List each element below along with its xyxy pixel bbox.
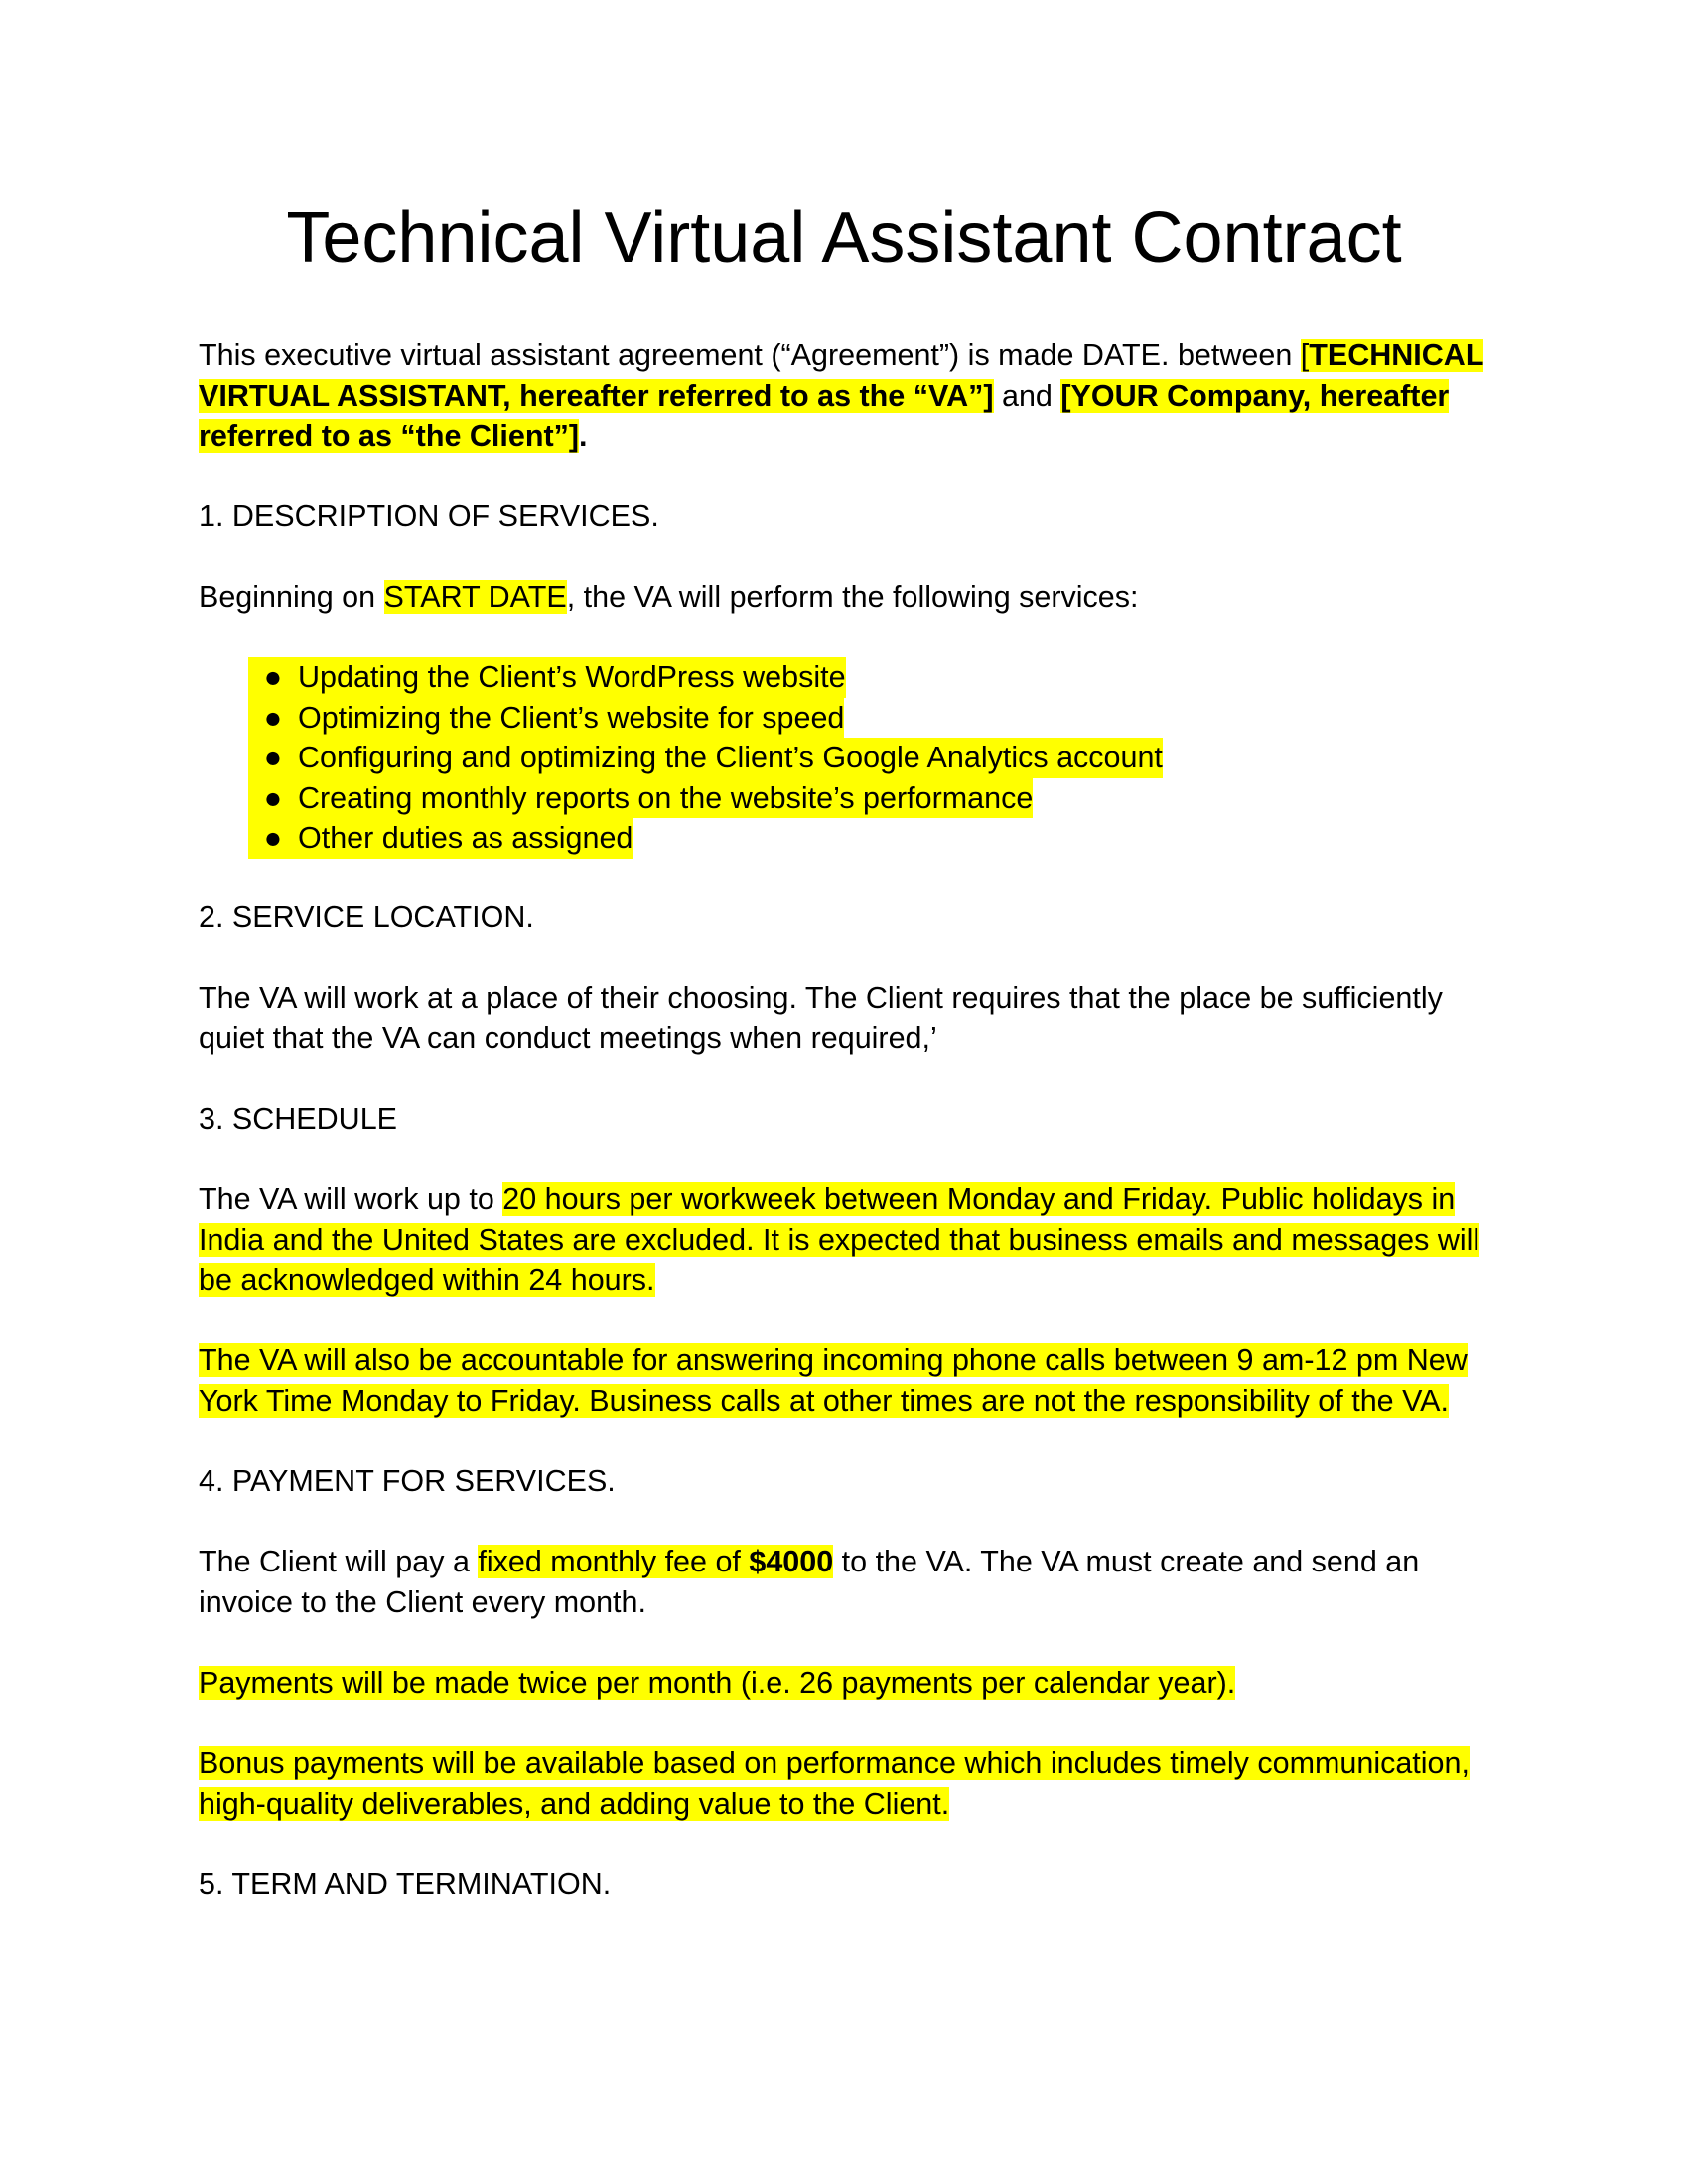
section-1-heading: 1. DESCRIPTION OF SERVICES. (199, 499, 659, 533)
schedule-pre: The VA will work up to (199, 1182, 503, 1216)
intro-text: This executive virtual assistant agreement (“Agreement”) is made DATE. between (199, 339, 1301, 372)
section-1-lead (199, 577, 1489, 617)
bonus-payments: Bonus payments will be available based on performance which includes timely communication, high-quality deliverables, and adding value to the Client. (199, 1746, 1470, 1821)
bullet-icon: ● (263, 821, 283, 855)
payment-post: to the VA. The VA must create and send an invoice to the Client every month. (199, 1545, 1420, 1619)
section-2-text: The VA will work at a place of their choosing. The Client requires that the place be sufficiently quiet that the VA can conduct meetings when required,’ (199, 981, 1443, 1055)
bullet-icon: ● (263, 660, 283, 694)
payment-pre: The Client will pay a (199, 1545, 479, 1578)
party1-va: TECHNICAL VIRTUAL ASSISTANT, hereafter referred to as the “VA”] (199, 339, 1484, 413)
fee-label: fixed monthly fee of (478, 1545, 750, 1578)
fee-amount: $4000 (749, 1545, 834, 1578)
phone-calls-paragraph: The VA will also be accountable for answering incoming phone calls between 9 am-12 pm New York Time Monday to Friday. Business calls at other times are not the responsibility of the VA. (199, 1343, 1468, 1418)
list-item (199, 698, 1489, 739)
party1-bracket: [ (1300, 339, 1310, 372)
service-item-text: Updating the Client’s WordPress website (298, 660, 846, 694)
bullet-icon: ● (263, 741, 283, 774)
service-item-text: Creating monthly reports on the website’s performance (298, 780, 1034, 815)
section-3-heading: 3. SCHEDULE (199, 1102, 398, 1136)
services-list (199, 657, 1489, 859)
section-1-lead-pre: Beginning on (199, 580, 384, 614)
payments-frequency: Payments will be made twice per month (i.e. 26 payments per calendar year). (199, 1666, 1236, 1700)
service-item-text: Optimizing the Client’s website for speed (298, 700, 845, 735)
section-1-lead-post: , the VA will perform the following services: (566, 580, 1139, 614)
intro-paragraph (199, 336, 1489, 457)
schedule-hours: 20 hours per workweek between Monday and Friday. Public holidays in India and the United States are excluded. It is expected that business emails and messages will be acknowledged within 24 hours. (199, 1182, 1480, 1297)
schedule-paragraph (199, 1179, 1489, 1300)
bullet-icon: ● (263, 780, 283, 815)
payment-paragraph (199, 1542, 1489, 1622)
list-item (199, 818, 1489, 859)
start-date-placeholder: START DATE (383, 580, 567, 614)
section-4-heading: 4. PAYMENT FOR SERVICES. (199, 1464, 616, 1498)
bullet-icon: ● (263, 700, 283, 735)
section-5-heading: 5. TERM AND TERMINATION. (199, 1867, 612, 1901)
section-2-heading: 2. SERVICE LOCATION. (199, 900, 534, 934)
list-item (199, 657, 1489, 698)
intro-end: . (579, 419, 588, 453)
list-item (199, 738, 1489, 778)
service-item-text: Other duties as assigned (298, 821, 633, 855)
intro-and: and (993, 378, 1061, 413)
party2-client: [YOUR Company, hereafter referred to as “the Client”] (199, 378, 1450, 453)
service-item-text: Configuring and optimizing the Client’s Google Analytics account (298, 741, 1163, 774)
page-title: Technical Virtual Assistant Contract (286, 199, 1402, 278)
list-item (199, 778, 1489, 819)
